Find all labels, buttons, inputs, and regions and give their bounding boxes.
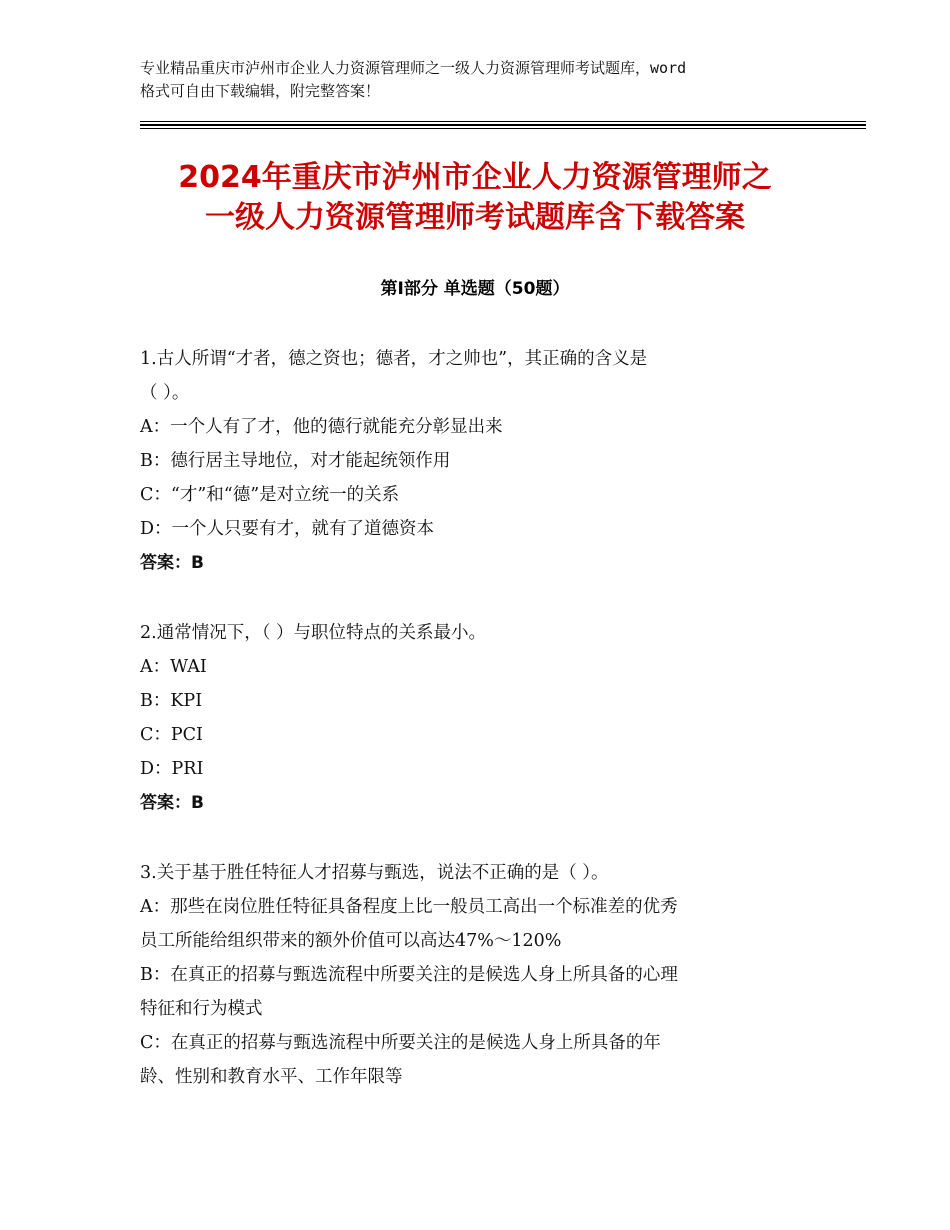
option-c: C：“才”和“德”是对立统一的关系 [140, 485, 400, 505]
document-title-line: 2024年重庆市泸州市企业人力资源管理师之 [178, 160, 772, 195]
option-c: C：PCI [140, 725, 203, 745]
answer-line: 答案：B [140, 553, 204, 573]
header-note-line: 格式可自由下载编辑，附完整答案！ [140, 82, 381, 100]
section-title: 第Ⅰ部分 单选题（50题） [380, 279, 570, 299]
document-title [120, 158, 830, 238]
option-a: A：一个人有了才，他的德行就能充分彰显出来 [140, 417, 503, 437]
option-c-continued: 龄、性别和教育水平、工作年限等 [140, 1067, 403, 1087]
question-stem: 3.关于基于胜任特征人才招募与甄选，说法不正确的是（ ）。 [140, 863, 609, 883]
question-stem: 1.古人所谓“才者，德之资也；德者，才之帅也”，其正确的含义是 [140, 349, 648, 369]
header-divider [140, 128, 866, 129]
header-divider [140, 121, 866, 122]
question-stem: 2.通常情况下，（ ）与职位特点的关系最小。 [140, 623, 487, 643]
question-1 [140, 342, 820, 580]
option-a: A：WAI [140, 657, 207, 677]
option-a: A：那些在岗位胜任特征具备程度上比一般员工高出一个标准差的优秀 [140, 897, 678, 917]
question-stem: （ ）。 [140, 383, 190, 403]
option-b: B：在真正的招募与甄选流程中所要关注的是候选人身上所具备的心理 [140, 965, 678, 985]
answer-line: 答案：B [140, 793, 204, 813]
option-b-continued: 特征和行为模式 [140, 999, 263, 1019]
option-b: B：德行居主导地位，对才能起统领作用 [140, 451, 451, 471]
option-d: D：一个人只要有才，就有了道德资本 [140, 519, 435, 539]
header-note-line: 专业精品重庆市泸州市企业人力资源管理师之一级人力资源管理师考试题库，word [140, 59, 687, 77]
option-b: B：KPI [140, 691, 203, 711]
option-d: D：PRI [140, 759, 204, 779]
header-note [140, 57, 820, 103]
question-3 [140, 856, 820, 1094]
question-2 [140, 616, 820, 820]
header-divider [140, 124, 866, 126]
option-c: C：在真正的招募与甄选流程中所要关注的是候选人身上所具备的年 [140, 1033, 661, 1053]
option-a-continued: 员工所能给组织带来的额外价值可以高达47%～120% [140, 931, 562, 951]
document-title-line: 一级人力资源管理师考试题库含下载答案 [205, 200, 745, 235]
